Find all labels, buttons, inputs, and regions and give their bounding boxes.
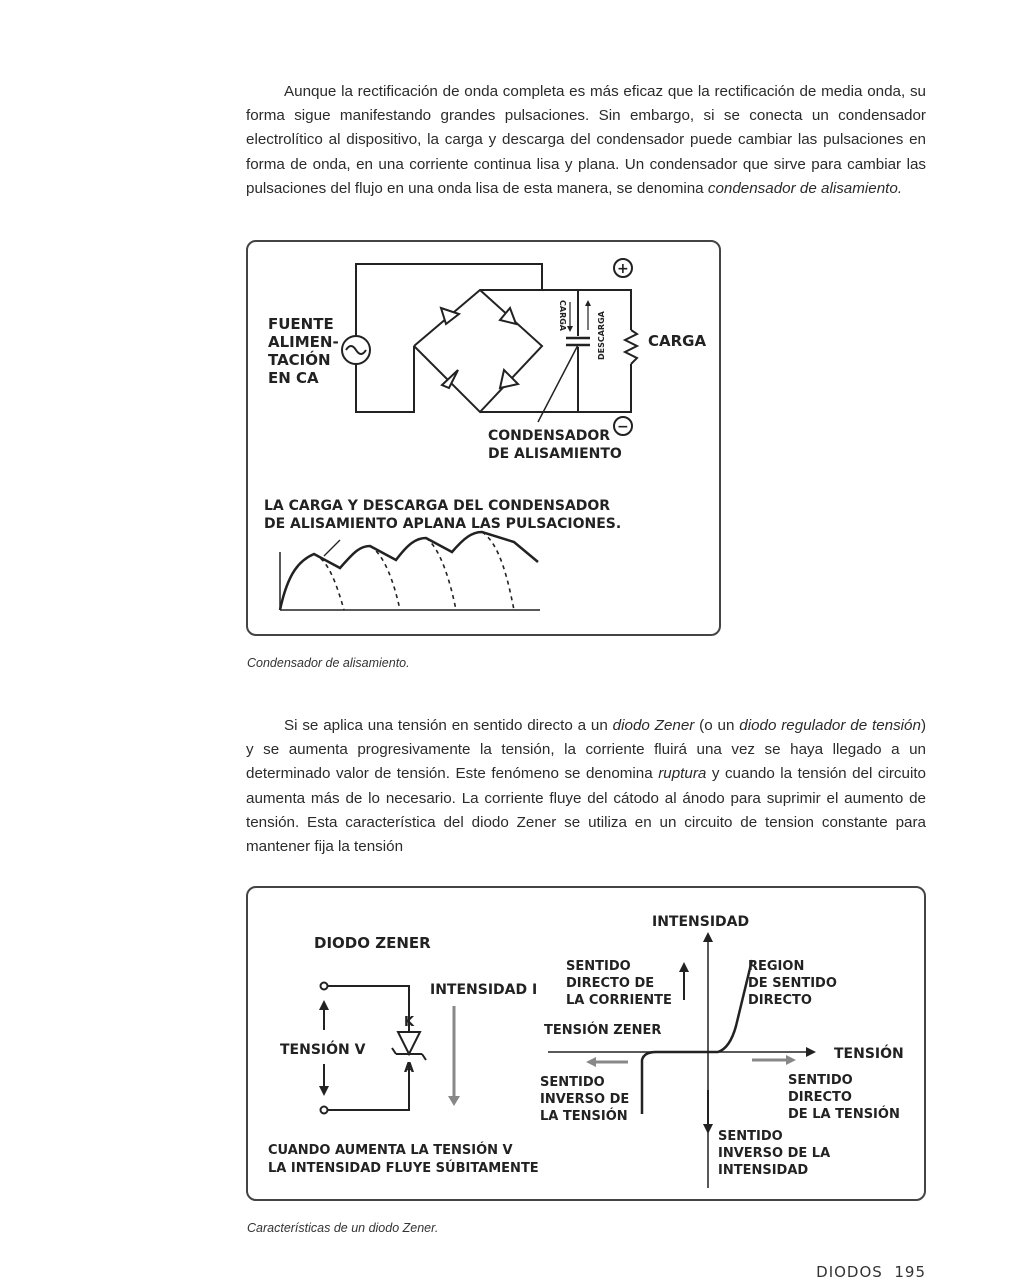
charge-label: CARGA: [558, 300, 567, 331]
zener-diagram: [248, 888, 924, 1199]
forward-current-line-2: DIRECTO DE: [566, 976, 655, 991]
forward-current-line-3: LA CORRIENTE: [566, 993, 672, 1008]
reverse-voltage-line-1: SENTIDO: [540, 1075, 605, 1090]
axis-x-label: TENSIÓN: [834, 1046, 904, 1062]
figure1-statement-line-1: LA CARGA Y DESCARGA DEL CONDENSADOR: [264, 498, 611, 514]
paragraph-term: ruptura: [658, 765, 707, 783]
figure2-statement-line-2: LA INTENSIDAD FLUYE SÚBITAMENTE: [268, 1161, 539, 1176]
paragraph-text: Aunque la rectificación de onda completa es más eficaz que la rectificación de media onda, su forma sigue manifestando grandes pulsaciones. Sin embargo, si se conecta un condensador electrolítico al dispositivo, la carga y descarga del condensador puede cambiar las pulsaciones en forma de onda, en una corriente continua lisa y plana. Un condensador que sirve para cambiar las pulsaciones del flujo en una onda lisa de esta manera, se denomina: [246, 83, 926, 197]
figure-zener-characteristics: [246, 886, 926, 1201]
source-label-line-3: TACIÓN: [268, 351, 331, 369]
minus-terminal-label: −: [617, 419, 629, 435]
figure-smoothing-capacitor: [246, 240, 721, 636]
paragraph-text: ) y se aumenta progresivamente la tensión, la corriente fluirá una vez se haya llegado a un determinado valor de tensión. Este fenómeno se denomina: [246, 717, 927, 783]
forward-voltage-line-2: DIRECTO: [788, 1090, 852, 1105]
footer-section: DIODOS: [816, 1263, 883, 1281]
page-number: 195: [894, 1263, 926, 1281]
paragraph-term: diodo Zener: [612, 717, 695, 734]
figure2-caption: Características de un diodo Zener.: [247, 1221, 439, 1235]
source-label-line-2: ALIMEN-: [268, 333, 339, 351]
forward-voltage-line-1: SENTIDO: [788, 1073, 853, 1088]
plus-terminal-label: +: [617, 261, 629, 277]
source-label-line-1: FUENTE: [268, 315, 334, 333]
reverse-voltage-line-2: INVERSO DE: [540, 1092, 630, 1107]
paragraph-term: diodo regulador de tensión: [739, 717, 921, 734]
reverse-current-line-3: INTENSIDAD: [718, 1163, 809, 1178]
figure2-statement-line-1: CUANDO AUMENTA LA TENSIÓN V: [268, 1143, 513, 1158]
smoothing-circuit-diagram: [248, 242, 719, 634]
current-i-label: INTENSIDAD I: [430, 982, 538, 998]
paragraph-text: Si se aplica una tensión en sentido directo a un: [284, 717, 613, 734]
capacitor-label-line-1: CONDENSADOR: [488, 428, 611, 444]
forward-voltage-line-3: DE LA TENSIÓN: [788, 1107, 900, 1122]
forward-region-line-3: DIRECTO: [748, 993, 812, 1008]
page-footer: [816, 1263, 926, 1281]
zener-title: DIODO ZENER: [314, 934, 431, 952]
forward-current-line-1: SENTIDO: [566, 959, 631, 974]
zener-voltage-label: TENSIÓN ZENER: [544, 1023, 662, 1038]
forward-region-line-2: DE SENTIDO: [748, 976, 837, 991]
paragraph-term: condensador de alisamiento.: [707, 179, 903, 197]
voltage-v-label: TENSIÓN V: [280, 1042, 366, 1058]
axis-y-label: INTENSIDAD: [652, 914, 750, 930]
forward-region-line-1: REGION: [748, 959, 805, 974]
figure1-statement-line-2: DE ALISAMIENTO APLANA LAS PULSACIONES.: [264, 516, 622, 532]
reverse-current-line-1: SENTIDO: [718, 1129, 783, 1144]
discharge-label: DESCARGA: [597, 311, 606, 360]
cathode-k-label: K: [404, 1015, 415, 1030]
figure1-caption: Condensador de alisamiento.: [247, 656, 410, 670]
anode-a-label: A: [404, 1061, 415, 1076]
paragraph-smoothing: [246, 80, 926, 201]
paragraph-text: (o un: [694, 717, 740, 734]
source-label-line-4: EN CA: [268, 369, 319, 387]
load-label: CARGA: [648, 332, 707, 350]
capacitor-label-line-2: DE ALISAMIENTO: [488, 446, 622, 462]
reverse-voltage-line-3: LA TENSIÓN: [540, 1109, 628, 1124]
reverse-current-line-2: INVERSO DE LA: [718, 1146, 831, 1161]
paragraph-text: y cuando la tensión del circuito aumenta más de lo necesario. La corriente fluye del cátodo al ánodo para suprimir el aumento de tensión. Esta característica del diodo Zener se utiliza en un circuito de tension constante para mantener fija la tensión: [246, 765, 926, 856]
paragraph-zener: [246, 714, 926, 859]
